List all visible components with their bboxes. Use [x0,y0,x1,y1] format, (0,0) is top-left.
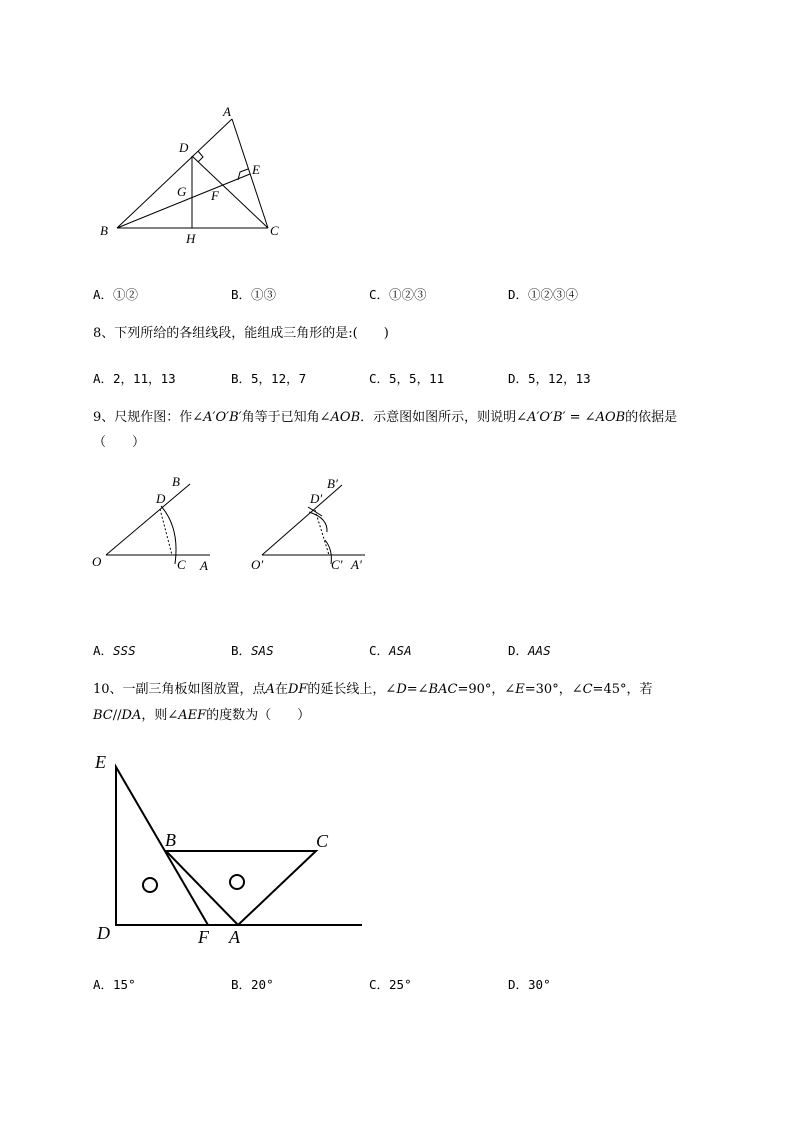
label-H: H [186,231,196,246]
q9-text-2: 角等于已知角 [241,410,320,425]
q9-text-1: 9、尺规作图：作 [93,410,193,425]
q8-option-a[interactable]: A．2，11，13 [93,371,176,386]
right-angle-mark-D [198,151,203,162]
dashed-D1C1 [315,510,329,555]
q8-stem: 8、下列所给的各组线段，能组成三角形的是:( ) [93,326,389,341]
q10-math-angle-d: ∠D [385,682,407,697]
q10-math-angle-c: ∠C [571,682,593,697]
q9-option-c[interactable] [369,641,412,659]
q10-text-8: // [112,708,122,723]
label-C1: C′ [331,557,343,572]
label-A1: A′ [351,557,362,572]
q9-option-a[interactable] [93,641,136,659]
label-O1: O′ [251,557,264,572]
q10-stem-line2 [93,708,310,724]
q7-option-b[interactable]: B．①③ [231,287,277,302]
arc-D1C1 [309,512,331,564]
q10-math-angle-bac: ∠BAC [417,682,458,697]
q10-math-angle-e: ∠E [504,682,525,697]
triangle-figure [90,100,290,250]
q10-math-df: DF [287,682,308,697]
label-F: F [198,927,209,947]
q10-text-2: 在 [274,682,288,697]
label-C: C [270,223,279,238]
q10-option-c[interactable]: C．25° [369,977,412,992]
label-C: C [177,557,186,572]
label-D: D [156,491,166,506]
label-A: A [200,558,208,573]
q7-option-c[interactable]: C．①②③ [369,287,427,302]
q9-option-c-letter: C． [369,643,390,658]
q9-math-1: ∠A′O′B′ [192,410,242,425]
q9-option-d-letter: D． [508,643,529,658]
q9-option-b[interactable] [231,641,274,659]
q9-math-3: ∠A′O′B′ = ∠AOB [516,410,626,425]
label-E: E [95,752,106,772]
q8-option-c[interactable]: C．5，5，11 [369,371,445,386]
q10-text-3: 的延长线上， [307,682,386,697]
label-B: B [100,223,108,238]
q9-option-a-value: SSS [113,643,136,658]
q9-option-d[interactable] [508,641,551,659]
label-B: B [172,474,180,489]
q10-math-angle-aef: ∠AEF [167,708,207,723]
hole-right [230,875,244,889]
ray-O1B1 [262,485,342,555]
dashed-DC [160,509,172,555]
ray-OB [106,484,190,555]
q9-option-c-value: ASA [389,643,412,658]
q7-option-d[interactable]: D．①②③④ [508,287,579,302]
q10-option-d[interactable]: D．30° [508,977,551,992]
label-C: C [316,831,329,851]
q10-text-5: =90°， [457,682,505,697]
label-O: O [92,554,102,569]
hole-left [143,878,157,892]
q9-stem-line2: （ ） [93,435,146,450]
segment-BE [117,174,250,228]
q10-math-da: DA [121,708,142,723]
q10-option-b[interactable]: B．20° [231,977,274,992]
q8-option-d[interactable]: D．5，12，13 [508,371,591,386]
q10-math-a: A [265,682,275,697]
q9-text-3: ．示意图如图所示，则说明 [360,410,517,425]
triangle-DEF [116,767,208,925]
segment-AC [232,119,268,228]
q10-text-1: 10、一副三角板如图放置，点 [93,682,266,697]
q7-option-a[interactable]: A．①② [93,287,139,302]
q10-stem-line1 [93,682,652,698]
q9-option-a-letter: A． [93,643,114,658]
angle-a1o1b1-figure [245,470,385,580]
segment-BA [117,119,232,228]
q10-text-9: ，则 [141,708,168,723]
q9-math-2: ∠AOB [319,410,361,425]
q10-text-6: =30°， [524,682,572,697]
label-D1: D′ [310,491,323,506]
label-B1: B′ [327,476,338,491]
label-A: A [229,927,240,947]
q10-option-a[interactable]: A．15° [93,977,136,992]
label-G: G [177,184,187,199]
q8-option-b[interactable]: B．5，12，7 [231,371,307,386]
label-B: B [165,830,176,850]
q10-text-10: 的度数为（ ） [206,708,311,723]
label-E: E [252,162,260,177]
q10-text-7: =45°，若 [592,682,653,697]
q9-option-d-value: AAS [528,643,551,658]
label-D: D [97,923,110,943]
q10-math-bc: BC [93,708,113,723]
label-A: A [223,104,231,119]
set-squares-figure [88,745,378,955]
q10-text-4: = [406,682,418,697]
label-F: F [211,188,219,203]
angle-aob-figure [88,470,228,580]
q9-option-b-value: SAS [251,643,274,658]
label-D: D [179,140,189,155]
q9-option-b-letter: B． [231,643,252,658]
q9-text-4: 的依据是 [625,410,678,425]
q9-stem [93,410,677,426]
